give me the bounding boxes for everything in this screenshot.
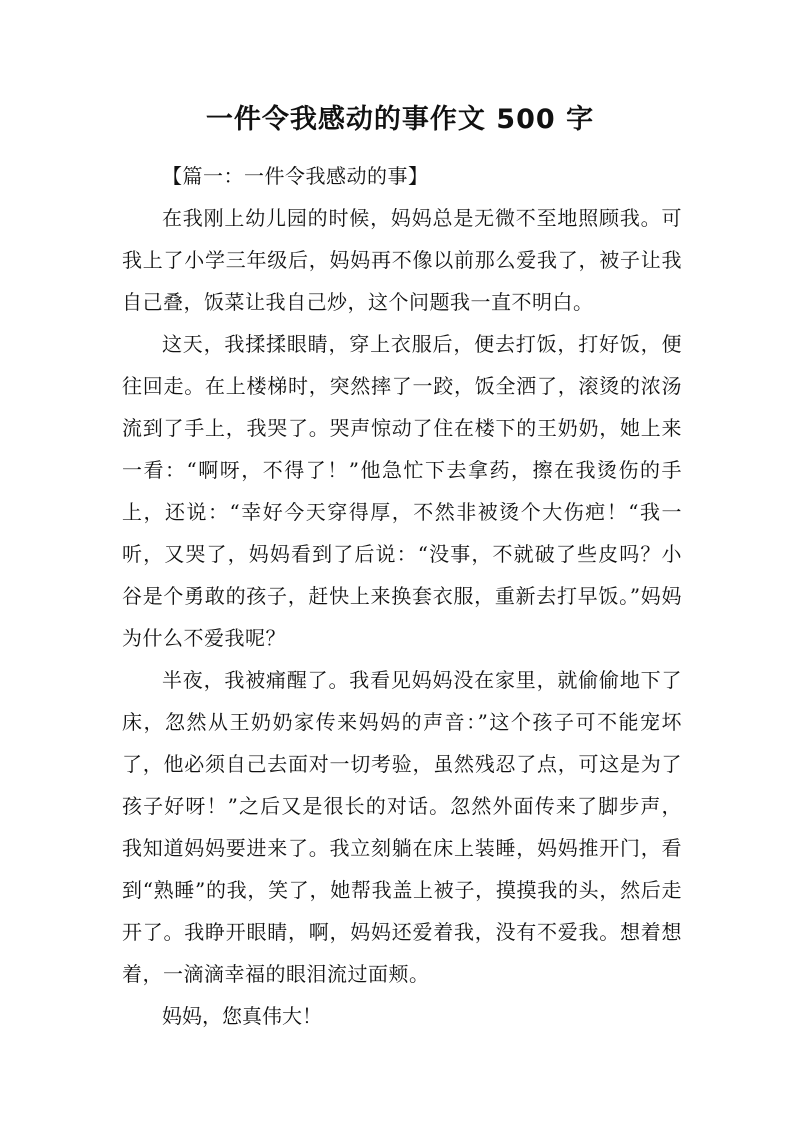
document-body xyxy=(122,155,682,1037)
document-title: 一件令我感动的事作文 500 字 xyxy=(205,104,595,135)
paragraph-3: 半夜，我被痛醒了。我看见妈妈没在家里，就偷偷地下了床，忽然从王奶奶家传来妈妈的声音：”这个孩子可不能宠坏了，他必须自己去面对一切考验，虽然残忍了点，可这是为了孩子好呀！”之后又是很长的对话。忽然外面传来了脚步声，我知道妈妈要进来了。我立刻躺在床上装睡，妈妈推开门，看到“熟睡”的我，笑了，她帮我盖上被子，摸摸我的头，然后走开了。我睁开眼睛，啊，妈妈还爱着我，没有不爱我。想着想着，一滴滴幸福的眼泪流过面颊。 xyxy=(122,668,682,986)
closing-line: 妈妈，您真伟大！ xyxy=(162,1004,322,1028)
paragraph-2: 这天，我揉揉眼睛，穿上衣服后，便去打饭，打好饭，便往回走。在上楼梯时，突然摔了一跤，饭全洒了，滚烫的浓汤流到了手上，我哭了。哭声惊动了住在楼下的王奶奶，她上来一看：“啊呀，不得了！”他急忙下去拿药，擦在我烫伤的手上，还说：“幸好今天穿得厚，不然非被烫个大伤疤！“我一听，又哭了，妈妈看到了后说：“没事，不就破了些皮吗？小谷是个勇敢的孩子，赶快上来换套衣服，重新去打早饭。”妈妈为什么不爱我呢？ xyxy=(122,332,682,650)
section-heading: 【篇一：一件令我感动的事】 xyxy=(162,164,429,188)
paragraph-1: 在我刚上幼儿园的时候，妈妈总是无微不至地照顾我。可我上了小学三年级后，妈妈再不像以前那么爱我了，被子让我自己叠，饭菜让我自己炒，这个问题我一直不明白。 xyxy=(122,206,682,314)
